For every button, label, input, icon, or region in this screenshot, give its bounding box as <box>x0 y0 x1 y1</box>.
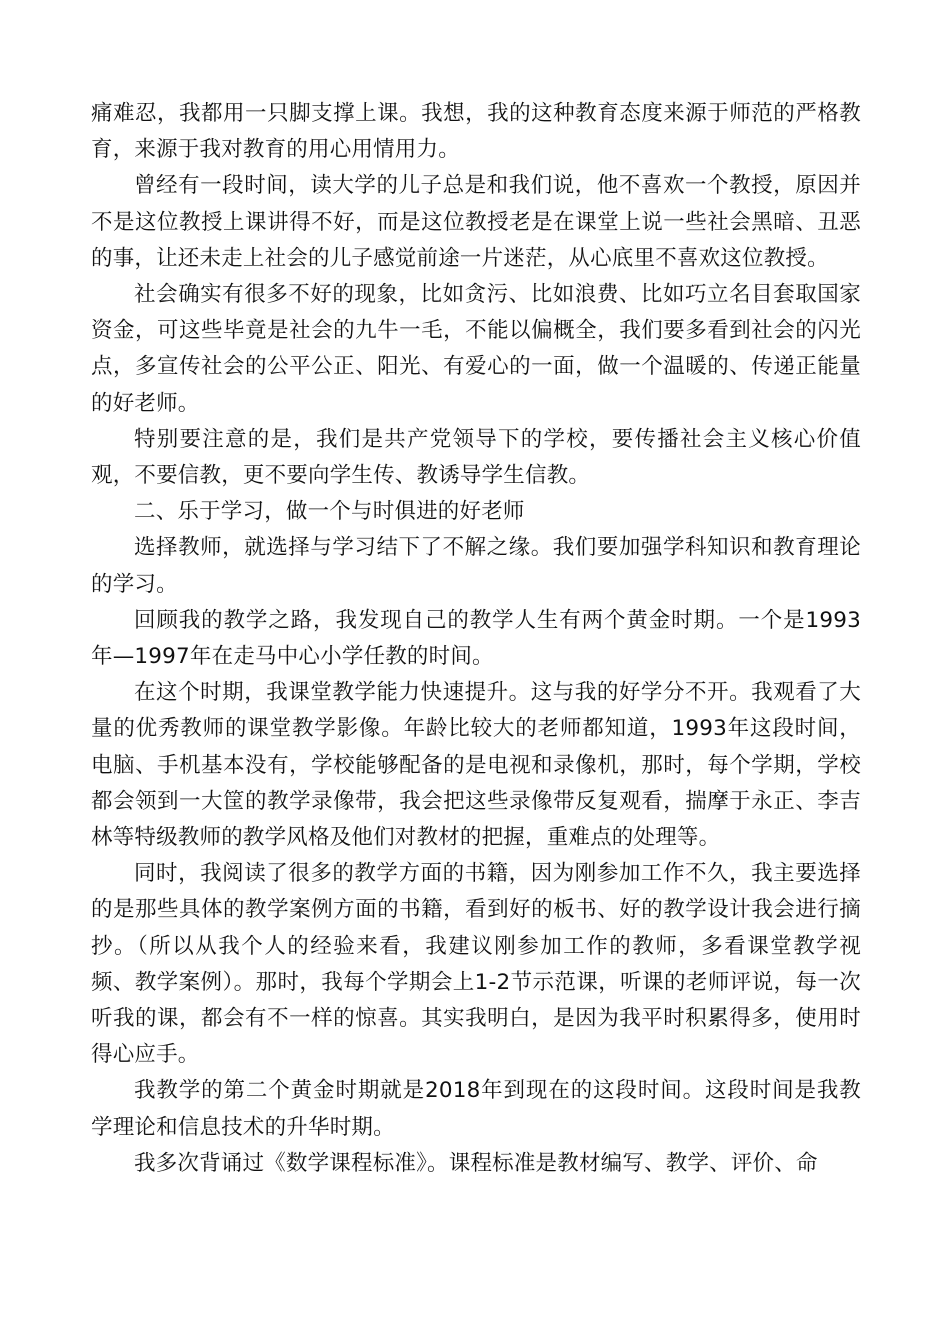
paragraph-son-professor: 曾经有一段时间，读大学的儿子总是和我们说，他不喜欢一个教授，原因并不是这位教授上课讲得不好，而是这位教授老是在课堂上说一些社会黑暗、丑恶的事，让还未走上社会的儿子感觉前途一片迷茫，从心底里不喜欢这位教授。 <box>91 173 861 271</box>
paragraph-choose-teacher: 选择教师，就选择与学习结下了不解之缘。我们要加强学科知识和教育理论的学习。 <box>91 535 861 597</box>
document-body <box>91 96 861 1182</box>
paragraph-curriculum-standard: 我多次背诵过《数学课程标准》。课程标准是教材编写、教学、评价、命 <box>134 1150 818 1176</box>
paragraph-core-values: 特别要注意的是，我们是共产党领导下的学校，要传播社会主义核心价值观，不要信教，更不要向学生传、教诱导学生信教。 <box>91 426 861 489</box>
paragraph-continuation: 痛难忍，我都用一只脚支撑上课。我想，我的这种教育态度来源于师范的严格教育，来源于我对教育的用心用情用力。 <box>91 101 861 163</box>
paragraph-golden-period-one: 回顾我的教学之路，我发现自己的教学人生有两个黄金时期。一个是1993年—1997年在走马中心小学任教的时间。 <box>91 607 861 670</box>
paragraph-society: 社会确实有很多不好的现象，比如贪污、比如浪费、比如巧立名目套取国家资金，可这些毕竟是社会的九牛一毛，不能以偏概全，我们要多看到社会的闪光点，多宣传社会的公平公正、阳光、有爱心的一面，做一个温暖的、传递正能量的好老师。 <box>91 282 861 416</box>
paragraph-teaching-videos: 在这个时期，我课堂教学能力快速提升。这与我的好学分不开。我观看了大量的优秀教师的课堂教学影像。年龄比较大的老师都知道，1993年这段时间，电脑、手机基本没有，学校能够配备的是电视和录像机，那时，每个学期，学校都会领到一大筐的教学录像带，我会把这些录像带反复观看，揣摩于永正、李吉林等特级教师的教学风格及他们对教材的把握，重难点的处理等。 <box>91 680 861 851</box>
section-heading: 二、乐于学习，做一个与时俱进的好老师 <box>134 499 525 525</box>
paragraph-reading-books: 同时，我阅读了很多的教学方面的书籍，因为刚参加工作不久，我主要选择的是那些具体的教学案例方面的书籍，看到好的板书、好的教学设计我会进行摘抄。（所以从我个人的经验来看，我建议刚参加工作的教师，多看课堂教学视频、教学案例）。那时，我每个学期会上1-2节示范课，听课的老师评说，每一次听我的课，都会有不一样的惊喜。其实我明白，是因为我平时积累得多，使用时得心应手。 <box>91 861 861 1068</box>
paragraph-golden-period-two: 我教学的第二个黄金时期就是2018年到现在的这段时间。这段时间是我教学理论和信息技术的升华时期。 <box>91 1078 861 1140</box>
